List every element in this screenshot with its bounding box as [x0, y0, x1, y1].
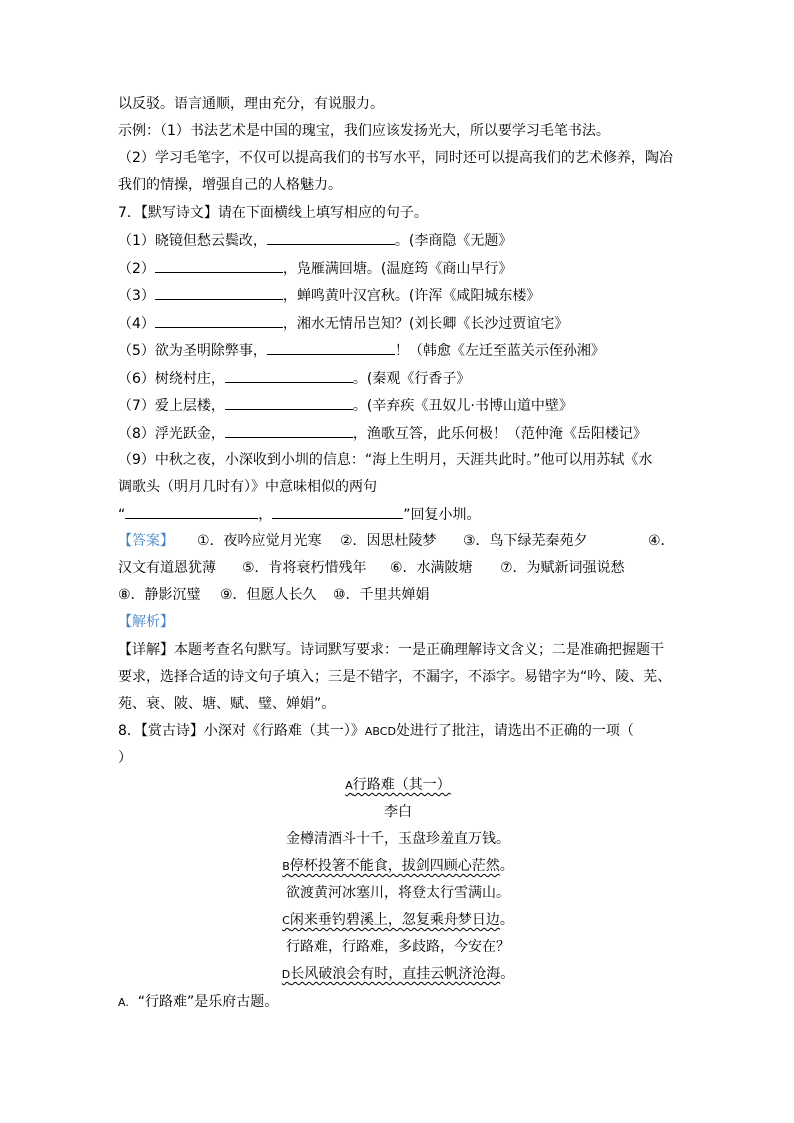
annotation-mark: C — [282, 914, 290, 927]
poem-title — [118, 775, 678, 795]
analysis-line: 苑、衰、陂、塘、赋、璧、婵娟”。 — [118, 696, 336, 712]
answer-item: ⑨．但愿人长久 — [220, 587, 317, 603]
poem-title-text: 行路难（其一） — [352, 777, 451, 793]
intro-line: 示例：（1）书法艺术是中国的瑰宝，我们应该发扬光大，所以要学习毛笔书法。 — [118, 123, 610, 139]
q7-item — [118, 340, 605, 360]
q7-item-post: ！（韩愈《左迁至蓝关示侄孙湘》 — [394, 343, 605, 359]
q7-item-post: ，凫雁满回塘。(温庭筠《商山早行》 — [282, 260, 513, 277]
poem-line-d — [118, 964, 678, 984]
question-8-title — [118, 721, 634, 741]
intro-line: 以反驳。语言通顺，理由充分，有说服力。 — [118, 96, 384, 112]
quote-close: ”回复小圳。 — [403, 507, 481, 523]
intro-line: （2）学习毛笔字，不仅可以提高我们的书写水平，同时还可以提高我们的艺术修养，陶冶 — [118, 150, 673, 166]
punct: 。 — [499, 912, 514, 928]
q7-item-pre: （1）晓镜但愁云鬓改， — [118, 233, 267, 249]
comma: ， — [258, 507, 273, 523]
q7-item-post: ，蝉鸣黄叶汉宫秋。(许浑《咸阳城东楼》 — [282, 288, 541, 304]
answer-item: ①．夜吟应觉月光寒 — [197, 533, 322, 549]
q7-item — [118, 423, 647, 443]
answer-item: ②．因思杜陵梦 — [340, 533, 437, 549]
fill-blank[interactable] — [267, 230, 395, 245]
poem-line-text: 停杯投箸不能食，拔剑四顾心茫然 — [289, 858, 500, 874]
q7-item-pre: （5）欲为圣明除弊事， — [118, 343, 267, 359]
analysis-line: 【详解】本题考查名句默写。诗词默写要求：一是正确理解诗文含义；二是准确把握题干 — [118, 642, 664, 658]
q7-item-post: 。(李商隐《无题》 — [394, 233, 513, 249]
poem-line: 金樽清酒斗十千，玉盘珍羞直万钱。 — [286, 831, 510, 847]
poem-line-text: 长风破浪会有时，直挂云帆济沧海 — [290, 966, 501, 982]
q7-item — [118, 395, 573, 415]
option-label: A. — [118, 996, 129, 1009]
punct: 。 — [499, 858, 514, 874]
fill-blank[interactable] — [125, 504, 258, 519]
fill-blank[interactable] — [225, 395, 353, 410]
q7-item — [118, 313, 568, 333]
answer-line-2 — [118, 558, 678, 578]
annotation-mark: A — [345, 779, 353, 792]
question-7-title: 7．【默写诗文】请在下面横线上填写相应的句子。 — [118, 205, 428, 221]
annotation-mark: D — [281, 968, 291, 981]
option-a[interactable] — [118, 992, 278, 1012]
q7-item-pre: （7）爱上层楼， — [118, 398, 225, 414]
q7-item — [118, 230, 512, 250]
answer-item: ⑦．为赋新词强说愁 — [500, 560, 625, 576]
fill-blank[interactable] — [155, 285, 283, 300]
poem-line: 行路难，行路难，多歧路，今安在？ — [286, 939, 510, 955]
q7-item — [118, 258, 512, 278]
answer-line-1 — [118, 531, 678, 551]
poem-line: 欲渡黄河冰塞川，将登太行雪满山。 — [286, 885, 510, 901]
q8-text: 8．【赏古诗】小深对《行路难（其一）》 — [118, 723, 365, 739]
q7-item-post: ，湘水无情吊岂知？(刘长卿《长沙过贾谊宅》 — [282, 315, 569, 332]
fill-blank[interactable] — [225, 368, 353, 383]
option-text: “行路难”是乐府古题。 — [137, 994, 279, 1010]
answer-paren: ） — [118, 750, 132, 766]
analysis-label: 【解析】 — [118, 614, 174, 630]
fill-blank[interactable] — [155, 313, 283, 328]
fill-blank[interactable] — [225, 423, 353, 438]
fill-blank[interactable] — [267, 340, 395, 355]
answer-item: 汉文有道恩犹薄 — [118, 560, 216, 576]
answer-item: ⑩．千里共婵娟 — [333, 587, 430, 603]
q7-item-pre: （6）树绕村庄， — [118, 370, 225, 387]
answer-line-3 — [118, 585, 678, 605]
q7-item — [118, 285, 540, 305]
q8-text: 处进行了批注，请选出不正确的一项（ — [395, 723, 634, 739]
q7-item-9-blanks — [118, 504, 481, 524]
answer-item: ⑤．肯将衰朽惜残年 — [242, 560, 367, 576]
poem-line-c — [118, 910, 678, 930]
q7-item-9: 调歌头（明月几时有）》中意味相似的两句 — [118, 479, 377, 495]
answer-label: 【答案】 — [118, 533, 174, 549]
answer-item: ⑥．水满陂塘 — [390, 560, 473, 576]
quote-open: “ — [118, 507, 126, 523]
answer-item: ⑧．静影沉璧 — [118, 587, 201, 603]
annotation-mark: B — [282, 860, 290, 873]
q7-item-post: 。(秦观《行香子》 — [352, 370, 471, 387]
poem-line-b — [118, 856, 678, 876]
intro-line: 我们的情操，增强自己的人格魅力。 — [118, 177, 342, 193]
answer-item: ④． — [648, 533, 675, 549]
q7-item — [118, 368, 470, 388]
q7-item-post: ，渔歌互答，此乐何极！（范仲淹《岳阳楼记》 — [352, 425, 647, 442]
q7-item-9: （9）中秋之夜，小深收到小圳的信息：“海上生明月，天涯共此时。”他可以用苏轼《水 — [118, 452, 653, 468]
answer-item: ③．鸟下绿芜秦苑夕 — [463, 533, 588, 549]
q7-item-pre: （4） — [118, 315, 155, 332]
poem-author: 李白 — [384, 804, 412, 820]
q7-item-pre: （2） — [118, 260, 155, 277]
q7-item-pre: （3） — [118, 288, 155, 304]
q8-abcd: ABCD — [364, 725, 396, 738]
fill-blank[interactable] — [272, 504, 403, 519]
punct: 。 — [500, 966, 515, 982]
poem-line-text: 闲来垂钓碧溪上，忽复乘舟梦日边 — [289, 912, 500, 928]
analysis-line: 要求，选择合适的诗文句子填入；三是不错字，不漏字，不添字。易错字为“吟、陵、芜、 — [118, 669, 672, 685]
fill-blank[interactable] — [155, 258, 283, 273]
q7-item-post: 。(辛弃疾《丑奴儿·书博山道中壁》 — [352, 398, 573, 414]
q7-item-pre: （8）浮光跃金， — [118, 425, 225, 442]
